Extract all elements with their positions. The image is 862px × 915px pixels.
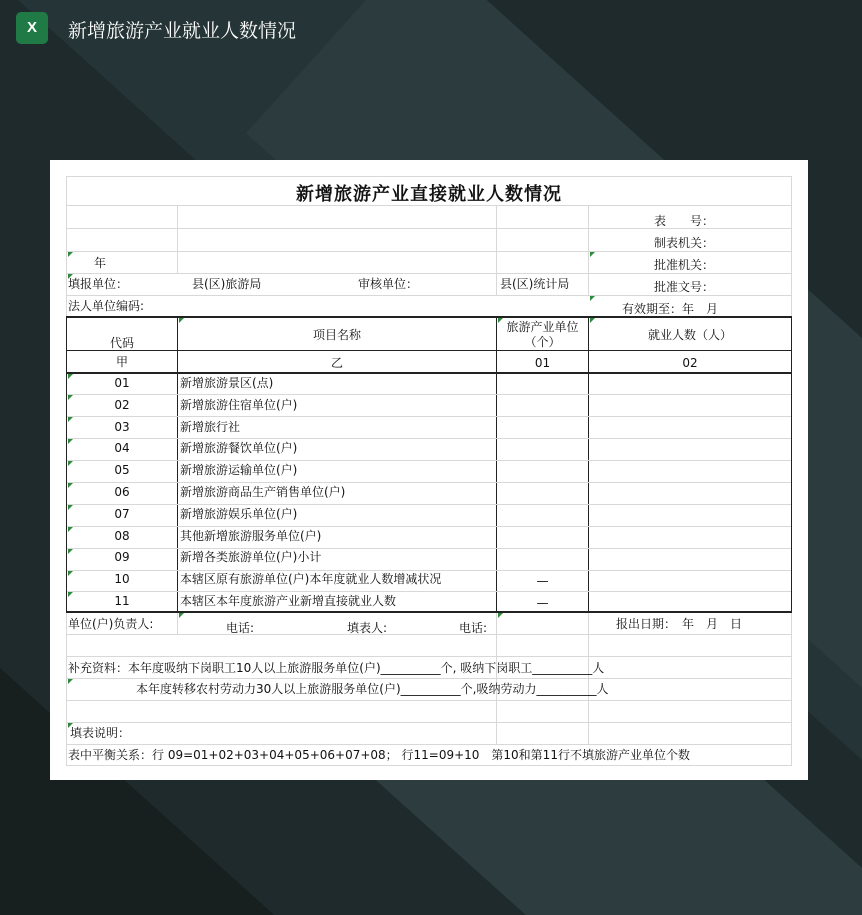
legal-code-label: 法人单位编码:: [68, 299, 145, 313]
header-code: 代码: [109, 336, 134, 350]
window-header: [0, 0, 862, 58]
row-code: 08: [114, 529, 130, 543]
row-units-cell[interactable]: —: [536, 574, 549, 588]
window-title: 新增旅游产业就业人数情况: [68, 20, 297, 42]
row-item-name: 新增旅游餐饮单位(户): [180, 441, 298, 455]
issuing-organ-label: 制表机关：: [654, 236, 715, 250]
row-item-name: 其他新增旅游服务单位(户): [180, 529, 322, 543]
approval-organ-label: 批准机关：: [654, 258, 715, 272]
row-code: 01: [114, 376, 130, 390]
header-employment: 就业人数（人）: [647, 328, 732, 342]
header-units: 旅游产业单位: [506, 320, 579, 334]
row-units-cell[interactable]: —: [536, 596, 549, 610]
header-units-unit: （个）: [524, 335, 561, 349]
review-unit-label: 审核单位：: [358, 277, 419, 291]
note-label: 填表说明：: [70, 726, 131, 740]
row-code: 10: [114, 572, 130, 586]
row-item-name: 新增旅游景区(点): [180, 376, 274, 390]
row-item-name: 本辖区原有旅游单位(户)本年度就业人数增减状况: [180, 572, 442, 586]
fill-unit-label: 填报单位：: [68, 277, 129, 291]
row-code: 09: [114, 550, 130, 564]
fill-unit-value: 县(区)旅游局: [192, 277, 262, 291]
supplement-line-1: 补充资料：本年度吸纳下岗职工10人以上旅游服务单位(户)__________个, 吸纳下岗职工__________人: [68, 661, 605, 675]
subheader-units: 01: [534, 356, 551, 370]
supplement-line-2: 本年度转移农村劳动力30人以上旅游服务单位(户)__________个,吸纳劳动力__________人: [136, 682, 609, 696]
valid-until-label: 有效期至：年 月: [622, 302, 719, 316]
row-code: 04: [114, 441, 130, 455]
row-code: 11: [114, 594, 130, 608]
row-code: 03: [114, 420, 130, 434]
balance-relation: 表中平衡关系：行 09=01+02+03+04+05+06+07+08； 行11=09+10 第10和第11行不填旅游产业单位个数: [68, 748, 690, 762]
filler-label: 填表人:: [347, 621, 388, 635]
table-number-label: 表 号：: [654, 214, 715, 228]
subheader-item: 乙: [330, 356, 343, 370]
row-item-name: 新增各类旅游单位(户)小计: [180, 550, 322, 564]
report-date-label: 报出日期： 年 月 日: [616, 617, 743, 631]
row-item-name: 新增旅游娱乐单位(户): [180, 507, 298, 521]
spreadsheet: [66, 176, 792, 766]
year-label: 年: [94, 256, 107, 270]
phone-label-1: 电话:: [226, 621, 255, 635]
subheader-code: 甲: [115, 355, 128, 369]
row-item-name: 本辖区本年度旅游产业新增直接就业人数: [180, 594, 397, 608]
row-code: 06: [114, 485, 130, 499]
sheet-title: 新增旅游产业直接就业人数情况: [296, 184, 562, 205]
phone-label-2: 电话:: [459, 621, 488, 635]
header-item: 项目名称: [312, 328, 361, 342]
row-item-name: 新增旅游商品生产销售单位(户): [180, 485, 346, 499]
subheader-employment: 02: [682, 356, 698, 370]
approval-number-label: 批准文号：: [654, 280, 715, 294]
head-label: 单位(户)负责人:: [68, 617, 154, 631]
row-item-name: 新增旅行社: [180, 420, 241, 434]
review-unit-value: 县(区)统计局: [500, 277, 570, 291]
row-code: 02: [114, 398, 130, 412]
row-item-name: 新增旅游运输单位(户): [180, 463, 298, 477]
excel-icon[interactable]: X: [16, 12, 48, 44]
row-code: 07: [114, 507, 130, 521]
row-code: 05: [114, 463, 130, 477]
row-item-name: 新增旅游住宿单位(户): [180, 398, 298, 412]
